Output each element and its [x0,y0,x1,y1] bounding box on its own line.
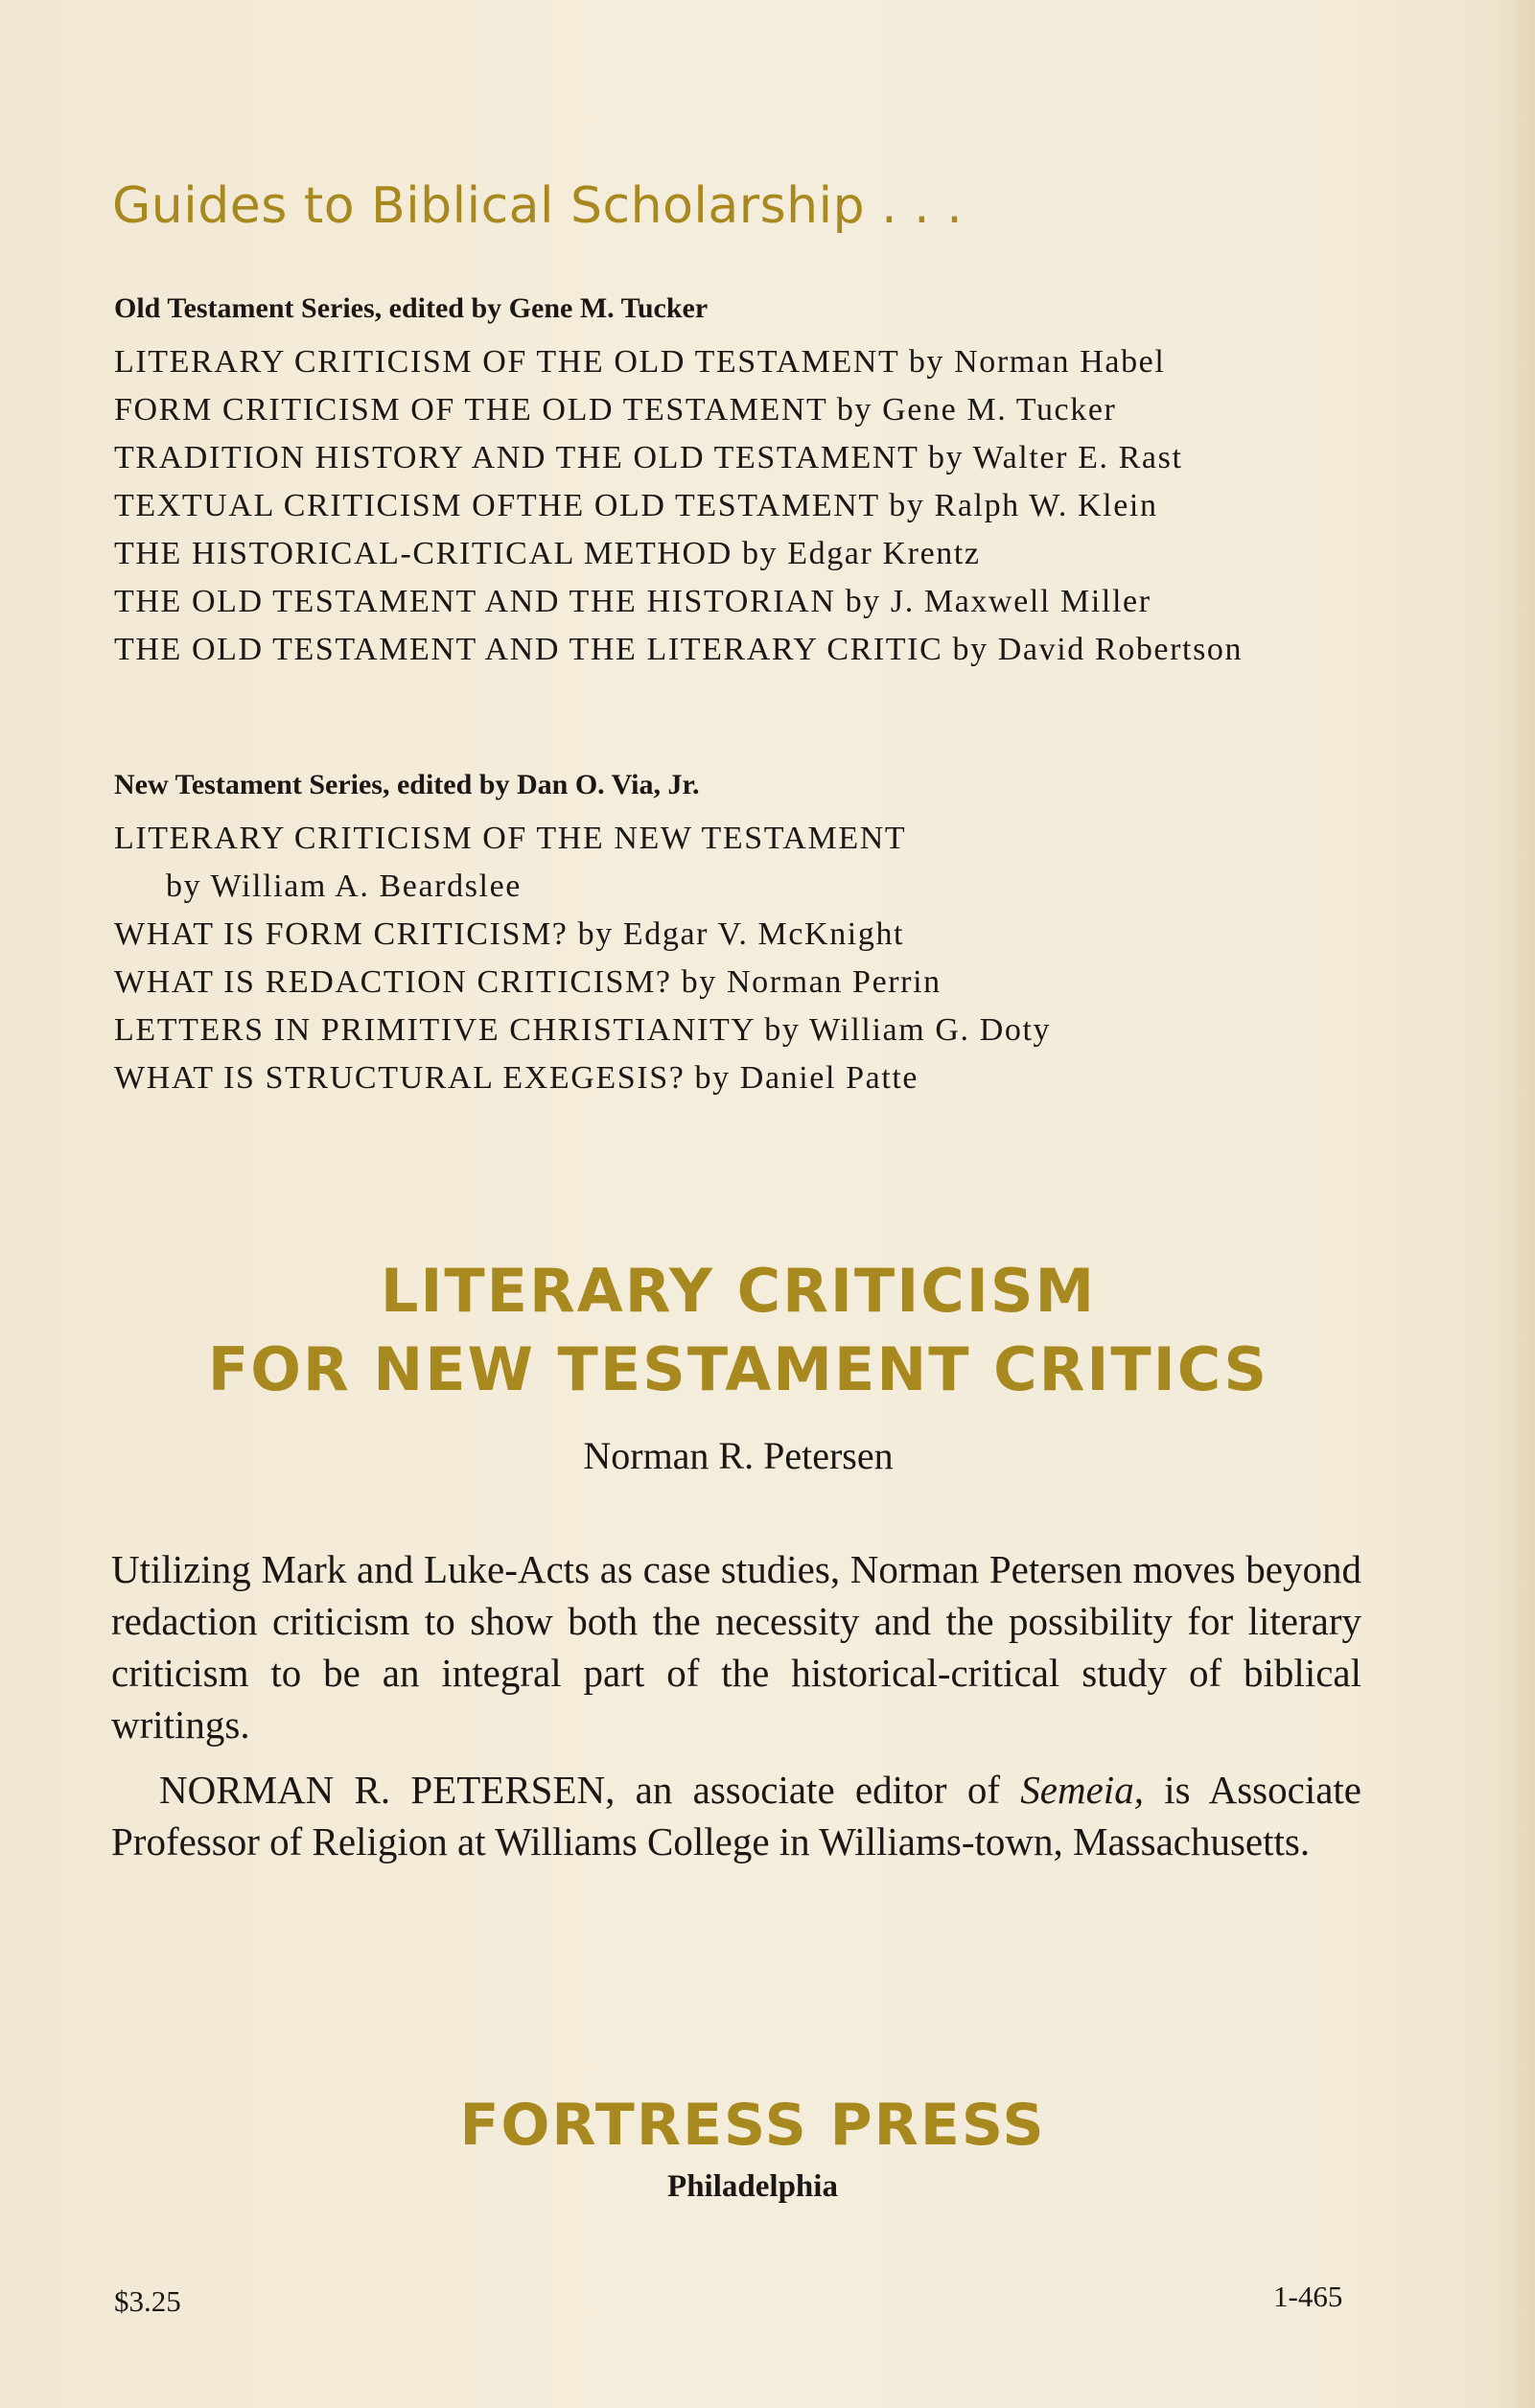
book-title-line-1: LITERARY CRITICISM [380,1256,1097,1326]
old-testament-series-heading: Old Testament Series, edited by Gene M. Tucker [114,292,709,324]
new-testament-series-heading: New Testament Series, edited by Dan O. Via, Jr. [114,769,700,800]
author-bio-prefix: NORMAN R. PETERSEN, an associate editor of [159,1768,1021,1812]
list-item: TRADITION HISTORY AND THE OLD TESTAMENT by Walter E. Rast [114,440,1183,475]
publisher-name: FORTRESS PRESS [459,2092,1046,2159]
list-item: LITERARY CRITICISM OF THE OLD TESTAMENT by Norman Habel [114,344,1166,380]
list-item: WHAT IS REDACTION CRITICISM? by Norman Perrin [114,964,942,1000]
book-title-line-2: FOR NEW TESTAMENT CRITICS [207,1334,1269,1404]
journal-name: Semeia, [1020,1768,1144,1812]
author-bio-suffix: is Associate Professor of Religion at Williams College in Williams-town, Massachusetts. [111,1768,1362,1864]
price: $3.25 [114,2284,181,2318]
old-testament-series [114,290,1243,674]
list-item: TEXTUAL CRITICISM OFTHE OLD TESTAMENT by Ralph W. Klein [114,488,1158,523]
list-item-continuation: by William A. Beardslee [166,868,522,904]
series-heading: Guides to Biblical Scholarship . . . [112,177,964,235]
new-testament-series [114,767,1051,1102]
list-item: LETTERS IN PRIMITIVE CHRISTIANITY by William G. Doty [114,1012,1052,1048]
publisher-city: Philadelphia [667,2169,838,2204]
list-item: FORM CRITICISM OF THE OLD TESTAMENT by Gene M. Tucker [114,392,1117,428]
list-item: WHAT IS STRUCTURAL EXEGESIS? by Daniel Patte [114,1060,919,1096]
list-item: THE OLD TESTAMENT AND THE LITERARY CRITIC by David Robertson [114,632,1244,667]
catalog-code: 1-465 [1273,2280,1343,2313]
list-item: WHAT IS FORM CRITICISM? by Edgar V. McKnight [114,916,905,952]
book-blurb [111,1543,1361,1881]
author-bio [111,1764,1361,1867]
list-item: LITERARY CRITICISM OF THE NEW TESTAMENT [114,821,907,856]
book-description: Utilizing Mark and Luke-Acts as case studies, Norman Petersen moves beyond redaction criticism to show both the necessity and the possibility for literary criticism to be an integral part of the historical-critical study of biblical writings. [111,1547,1361,1747]
book-author: Norman R. Petersen [583,1434,894,1477]
list-item: THE HISTORICAL-CRITICAL METHOD by Edgar Krentz [114,536,981,571]
list-item: THE OLD TESTAMENT AND THE HISTORIAN by J. Maxwell Miller [114,584,1151,619]
